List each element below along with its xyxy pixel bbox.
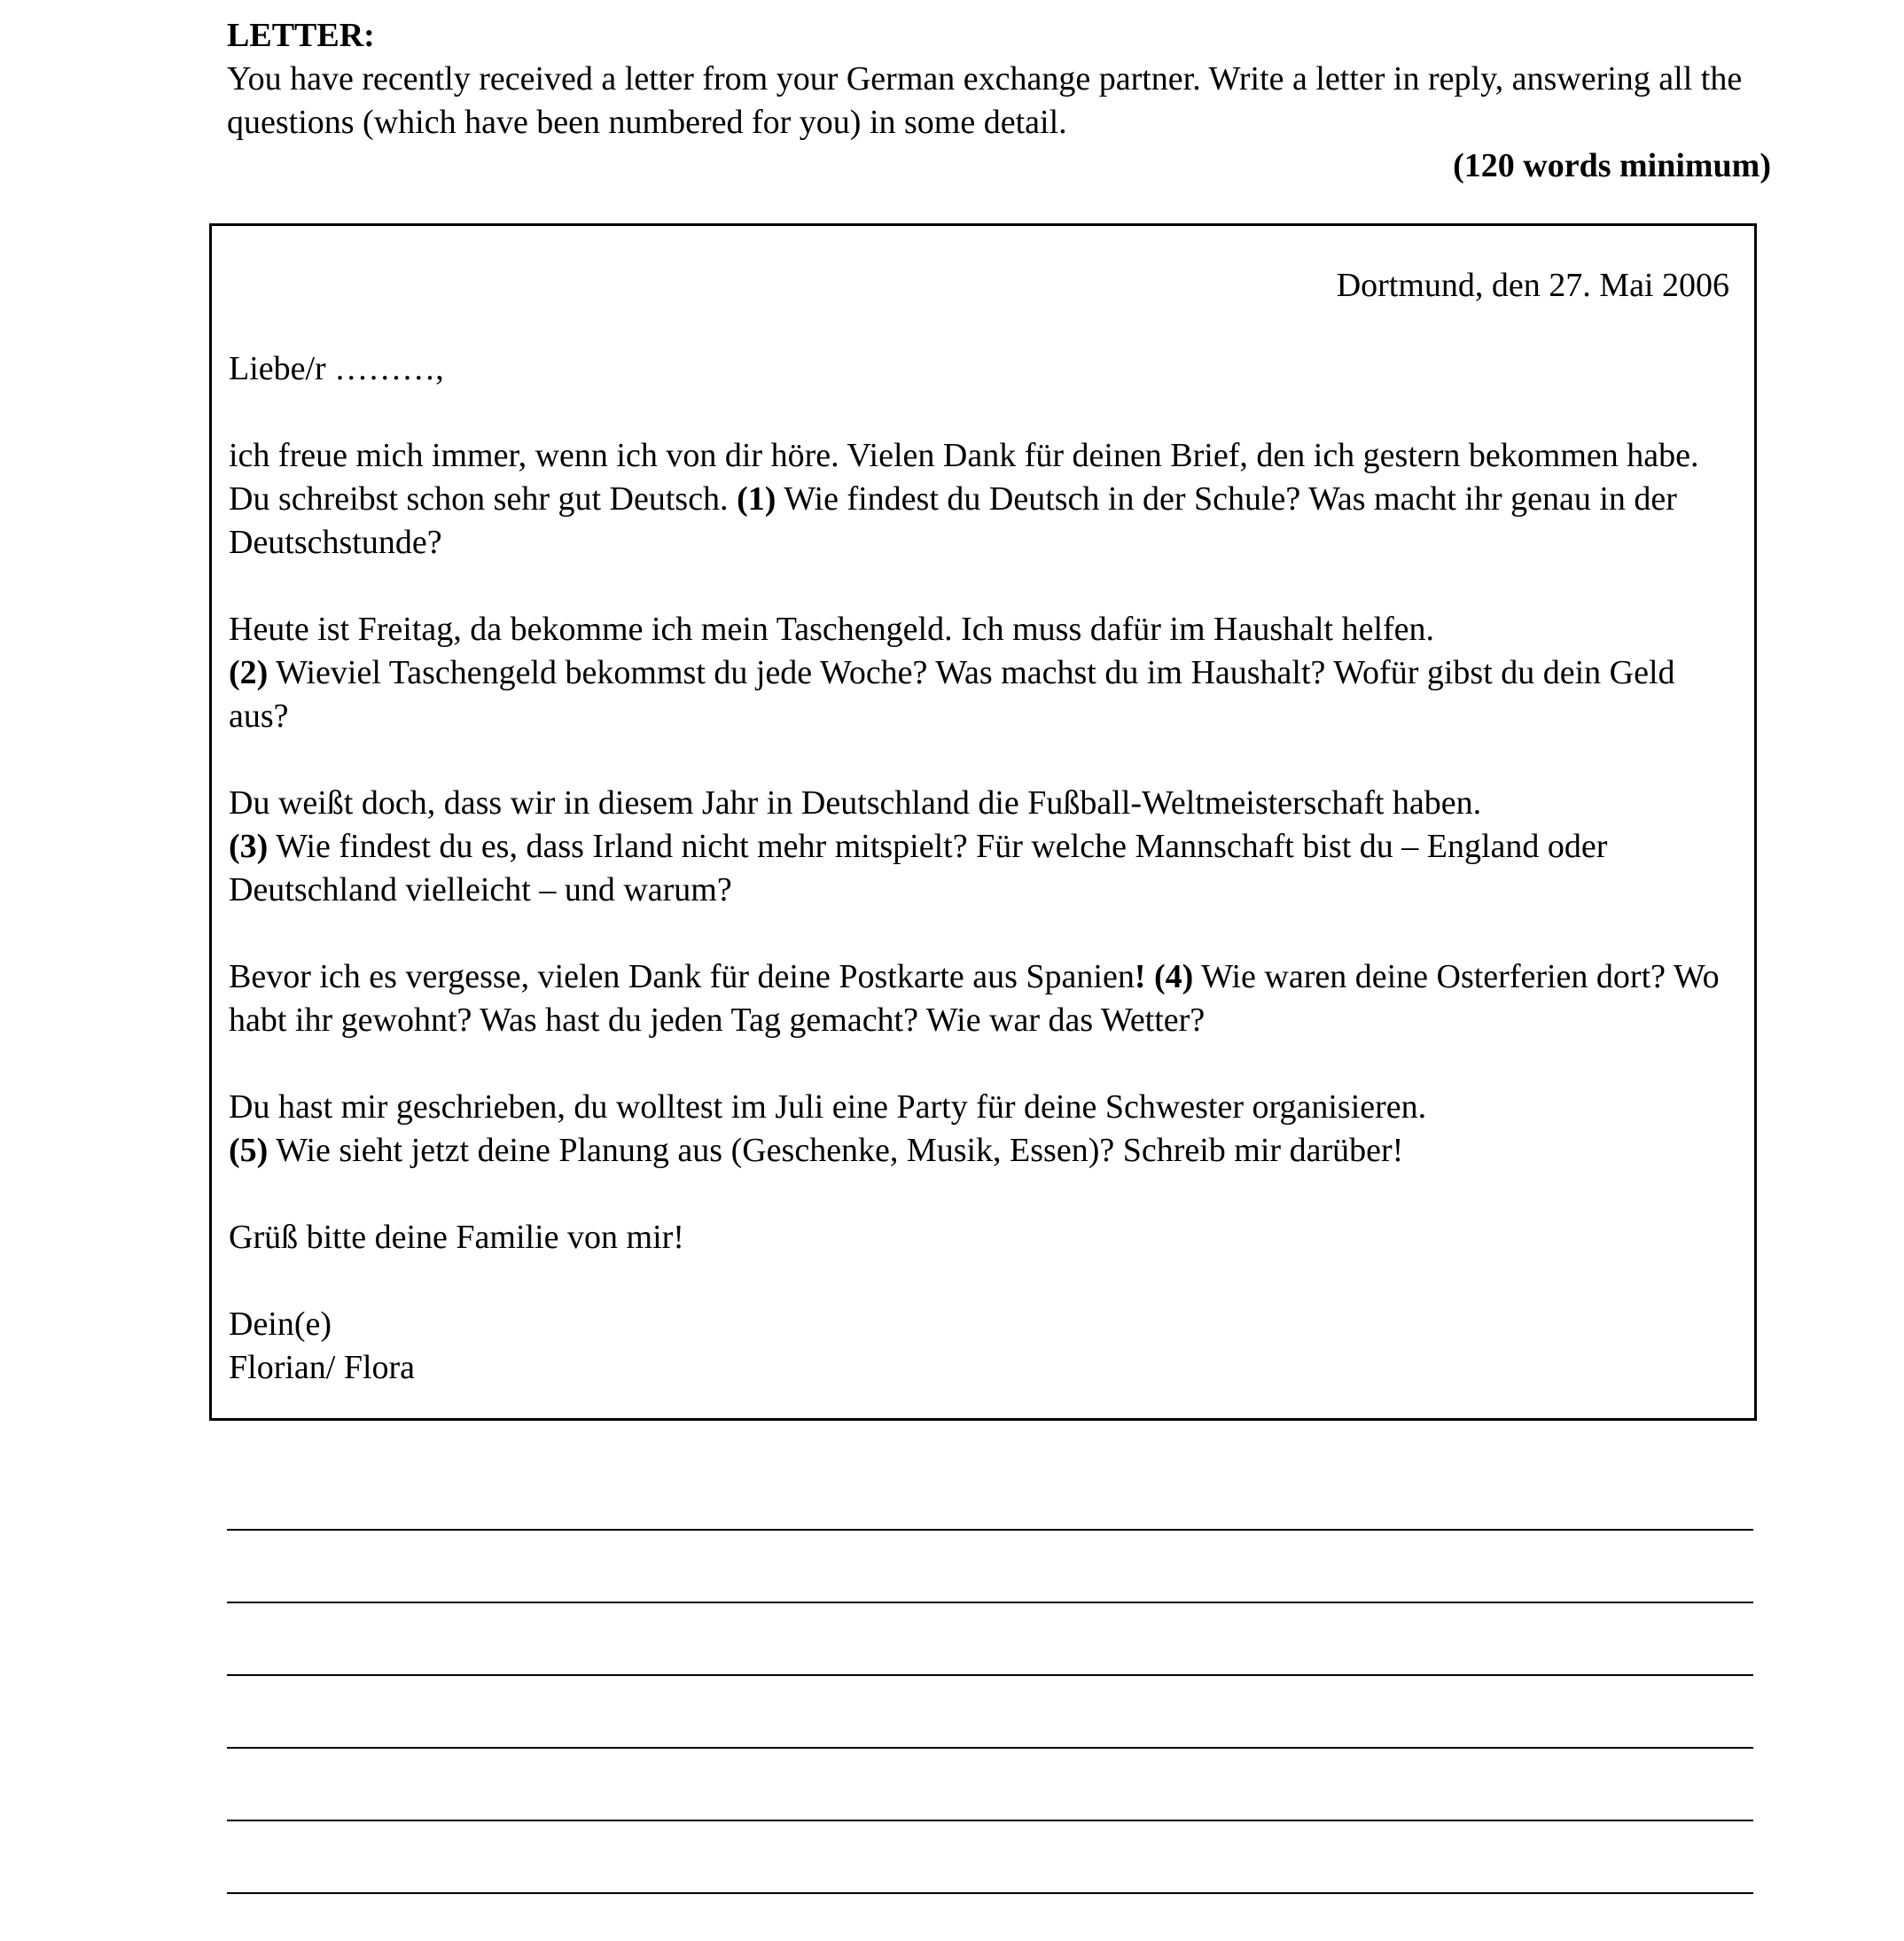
letter-signature: Florian/ Flora [229, 1349, 416, 1386]
paragraph-text: Du hast mir geschrieben, du wolltest im Juli eine Party für deine Schwester organisieren. [229, 1088, 1427, 1126]
question-number-5: (5) [229, 1132, 269, 1169]
letter-paragraph-5 [229, 1086, 1736, 1173]
question-number-1: (1) [737, 480, 776, 518]
paragraph-questions: Wieviel Taschengeld bekommst du jede Woche? Was machst du im Haushalt? Wofür gibst du dein Geld aus? [229, 654, 1675, 735]
paragraph-text: Bevor ich es vergesse, vielen Dank für deine Postkarte aus Spanien [229, 958, 1135, 995]
letter-date: Dortmund, den 27. Mai 2006 [1336, 267, 1729, 304]
question-number-4: (4) [1145, 958, 1194, 995]
answer-line[interactable] [227, 1676, 1753, 1749]
letter-box [209, 223, 1757, 1421]
paragraph-questions: Wie findest du Deutsch in der Schule? Was macht ihr genau in der Deutschstunde? [229, 480, 1677, 561]
letter-closing: Dein(e) [229, 1306, 332, 1343]
answer-lines [227, 1529, 1753, 1894]
answer-line[interactable] [227, 1821, 1753, 1894]
letter-body [229, 347, 1736, 1390]
answer-line[interactable] [227, 1603, 1753, 1676]
answer-line[interactable] [227, 1749, 1753, 1821]
letter-signoff [229, 1303, 1736, 1390]
paragraph-questions: Wie waren deine Osterferien dort? Wo habt ihr gewohnt? Was hast du jeden Tag gemacht? Wie war das Wetter? [229, 958, 1720, 1039]
paragraph-text: Heute ist Freitag, da bekomme ich mein Taschengeld. Ich muss dafür im Haushalt helfen. [229, 611, 1435, 648]
task-instructions: You have recently received a letter from your German exchange partner. Write a letter in reply, answering all the questions (which have been numbered for you) in some detail. [227, 60, 1743, 141]
letter-regards: Grüß bitte deine Familie von mir! [229, 1219, 684, 1256]
question-number-3: (3) [229, 828, 269, 865]
question-number-2: (2) [229, 654, 269, 691]
letter-greeting: Liebe/r ………, [229, 350, 444, 387]
exclamation-mark: ! [1134, 958, 1146, 995]
paragraph-text: Du weißt doch, dass wir in diesem Jahr in Deutschland die Fußball-Weltmeisterschaft haben. [229, 784, 1482, 822]
letter-paragraph-1 [229, 434, 1736, 565]
letter-paragraph-4 [229, 955, 1736, 1042]
paragraph-questions: Wie findest du es, dass Irland nicht mehr mitspielt? Für welche Mannschaft bist du – England oder Deutschland vielleicht – und warum? [229, 828, 1608, 908]
answer-line[interactable] [227, 1531, 1753, 1603]
letter-paragraph-2 [229, 608, 1736, 738]
word-count-requirement: (120 words minimum) [1453, 147, 1771, 184]
task-heading: LETTER: [227, 17, 375, 54]
paragraph-text: ich freue mich immer, wenn ich von dir höre. Vielen Dank für deinen Brief, den ich gestern bekommen habe. Du schreibst schon sehr gut Deutsch. [229, 437, 1699, 518]
letter-paragraph-3 [229, 782, 1736, 912]
paragraph-questions: Wie sieht jetzt deine Planung aus (Geschenke, Musik, Essen)? Schreib mir darüber! [268, 1132, 1404, 1169]
